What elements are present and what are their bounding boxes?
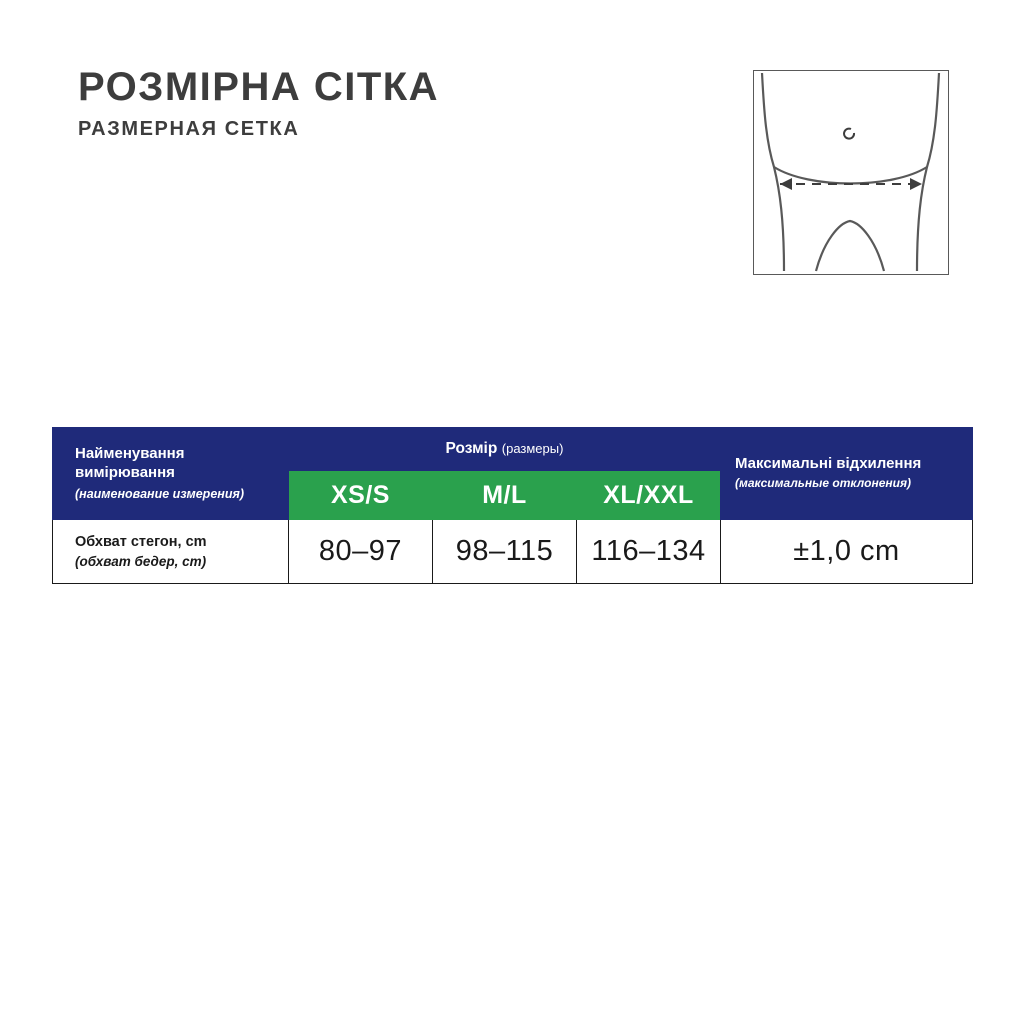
header-max-deviation-main: Максимальні відхилення: [735, 455, 922, 473]
row-value-xl-xxl: 116–134: [577, 520, 721, 584]
hips-measurement-illustration: [753, 70, 949, 275]
page-title-ru: РАЗМЕРНАЯ СЕТКА: [78, 118, 300, 140]
table-row: [53, 520, 973, 584]
size-label-xs-s: XS/S: [331, 480, 390, 509]
size-label-xl-xxl: XL/XXL: [603, 480, 694, 509]
size-column-header-xs-s: [289, 471, 433, 520]
header-size-sub: (размеры): [501, 441, 564, 456]
row-measurement-name: [53, 520, 289, 584]
header-measurement-name: [53, 428, 289, 520]
table-header-row-top: [53, 428, 973, 471]
page-header: [78, 66, 439, 141]
header-measurement-name-sub: (наименование измерения): [75, 486, 244, 501]
header-size-main: Розмір: [445, 440, 498, 457]
row-value-xs-s: 80–97: [289, 520, 433, 584]
row-measurement-name-main: Обхват стегон, cm: [75, 533, 207, 550]
row-max-deviation-value: ±1,0 cm: [721, 520, 973, 584]
size-chart-table: [52, 427, 973, 584]
header-measurement-name-main: Найменування вимірювання: [75, 445, 185, 481]
size-column-header-m-l: [433, 471, 577, 520]
row-value-m-l: 98–115: [433, 520, 577, 584]
size-column-header-xl-xxl: [577, 471, 721, 520]
page-title-ua: РОЗМІРНА СІТКА: [78, 65, 440, 109]
row-measurement-name-sub: (обхват бедер, cm): [75, 553, 207, 569]
header-size-group: [289, 428, 721, 471]
size-label-m-l: M/L: [482, 480, 527, 509]
header-max-deviation: [721, 428, 973, 520]
hips-diagram-icon: [754, 71, 947, 273]
header-max-deviation-sub: (максимальные отклонения): [735, 476, 912, 491]
